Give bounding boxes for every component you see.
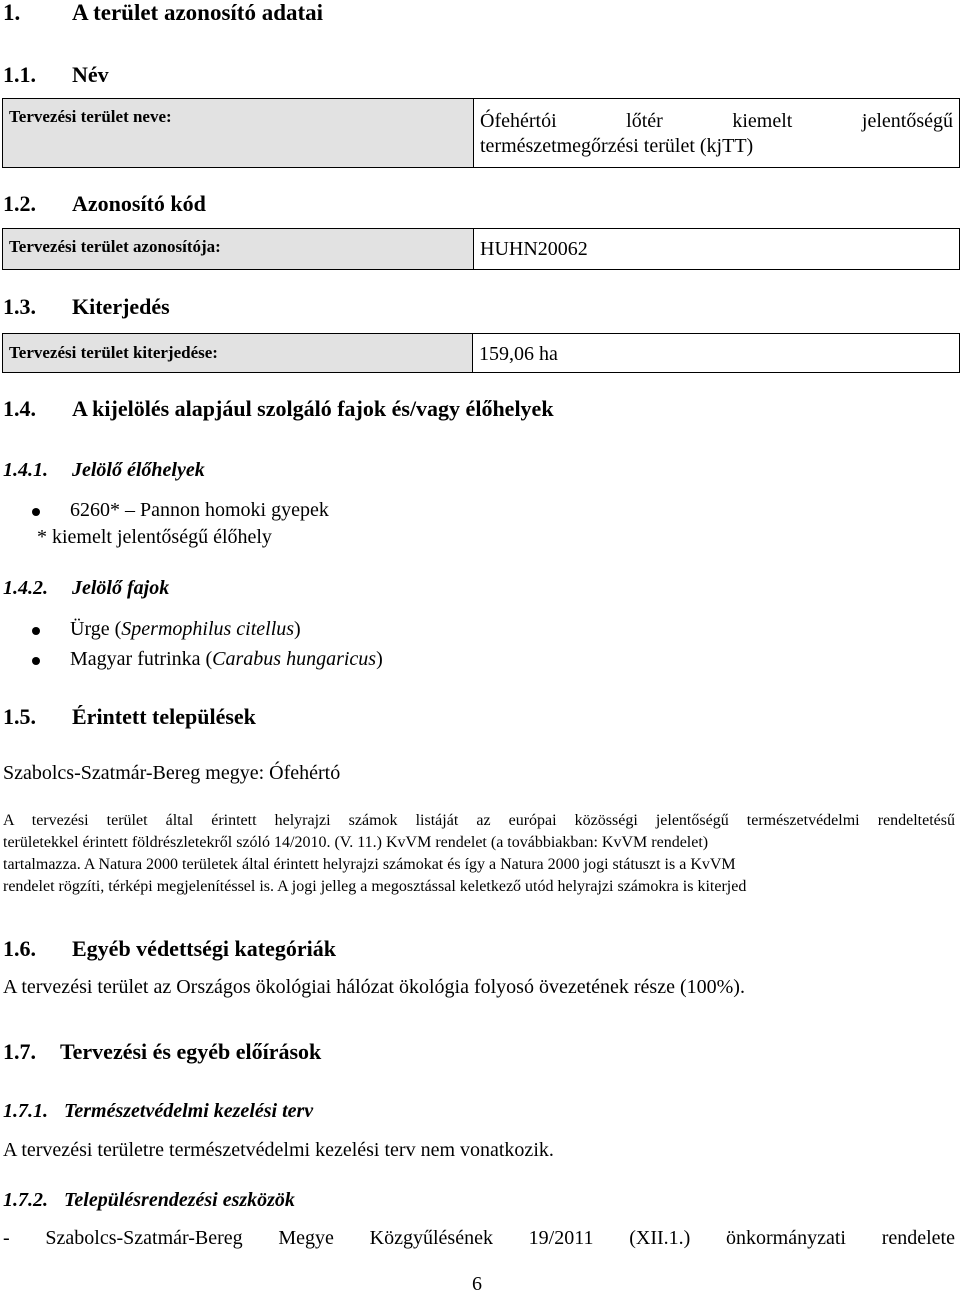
settlement-planning-text: - Szabolcs-Szatmár-Bereg Megye Közgyűlésének 19/2011 (XII.1.) önkormányzati rendelete <box>3 1227 955 1249</box>
habitat-item: 6260* – Pannon homoki gyepek <box>70 499 329 521</box>
paragraph-line: területekkel érintett földrészletekről szóló 14/2010. (V. 11.) KvVM rendelet (a továbbiakban: KvVM rendelet) <box>3 834 709 851</box>
bullet-icon <box>32 627 40 635</box>
management-plan-text: A tervezési területre természetvédelmi kezelési terv nem vonatkozik. <box>3 1139 554 1161</box>
species-latin: Spermophilus citellus <box>121 618 295 640</box>
section-number: 1.1. <box>3 62 36 87</box>
section-1-4-1-heading <box>3 459 205 482</box>
extent-label: Tervezési terület kiterjedése: <box>2 333 473 373</box>
species-item <box>70 618 301 641</box>
section-title: Tervezési és egyéb előírások <box>60 1039 322 1064</box>
code-label: Tervezési terület azonosítója: <box>3 229 474 269</box>
section-1-1-heading <box>3 62 109 88</box>
species-latin: Carabus hungaricus <box>212 648 377 670</box>
section-title: Jelölő élőhelyek <box>72 459 205 481</box>
paragraph-line: A tervezési terület által érintett helyrajzi számok listáját az európai közösségi jelentőségű természetvédelmi rendeltetésű <box>3 812 955 829</box>
section-title: Kiterjedés <box>72 294 170 319</box>
section-1-2-heading <box>3 191 206 217</box>
name-table <box>2 98 960 168</box>
settlements-paragraph <box>3 810 955 898</box>
section-1-3-heading <box>3 294 170 320</box>
section-1-heading <box>3 0 324 26</box>
section-number: 1.6. <box>3 936 36 961</box>
section-1-5-heading <box>3 704 256 730</box>
paragraph-line: rendelet rögzíti, térképi megjelenítéssel is. A jogi jelleg a megosztással keletkező utód helyrajzi számokra is kiterjed <box>3 878 747 895</box>
section-number: 1.7.2. <box>3 1189 48 1211</box>
section-number: 1.4.2. <box>3 577 48 599</box>
section-title: Természetvédelmi kezelési terv <box>64 1100 314 1122</box>
section-1-4-2-heading <box>3 577 170 600</box>
section-number: 1.4.1. <box>3 459 48 481</box>
section-number: 1.3. <box>3 294 36 319</box>
section-1-4-heading <box>3 396 554 422</box>
name-value-line-2: természetmegőrzési terület (kjTT) <box>480 135 754 157</box>
page-number: 6 <box>472 1273 482 1295</box>
section-1-7-1-heading <box>3 1100 314 1123</box>
section-number: 1.4. <box>3 396 36 421</box>
priority-note: * kiemelt jelentőségű élőhely <box>37 526 272 548</box>
species-name: Ürge ( <box>70 618 122 640</box>
section-title: A kijelölés alapjául szolgáló fajok és/vagy élőhelyek <box>72 396 554 421</box>
bullet-icon <box>32 508 40 516</box>
section-1-7-2-heading <box>3 1189 295 1212</box>
bullet-icon <box>32 657 40 665</box>
section-number: 1.5. <box>3 704 36 729</box>
county-line: Szabolcs-Szatmár-Bereg megye: Ófehértó <box>3 762 341 784</box>
name-label: Tervezési terület neve: <box>3 99 474 167</box>
species-item <box>70 648 383 671</box>
section-number: 1. <box>3 0 21 25</box>
section-title: Egyéb védettségi kategóriák <box>72 936 336 961</box>
section-number: 1.7. <box>3 1039 36 1064</box>
code-value: HUHN20062 <box>480 238 588 260</box>
section-1-7-heading <box>3 1039 322 1065</box>
name-value <box>474 99 959 167</box>
species-close: ) <box>376 648 383 670</box>
species-close: ) <box>294 618 301 640</box>
species-name: Magyar futrinka ( <box>70 648 213 670</box>
paragraph-line: tartalmazza. A Natura 2000 területek által érintett helyrajzi számokat és így a Natura 2000 jogi státuszt is a KvVM <box>3 856 736 873</box>
extent-table <box>2 333 960 373</box>
section-title: A terület azonosító adatai <box>72 0 324 25</box>
code-table <box>2 228 960 270</box>
section-title: Név <box>72 62 109 87</box>
section-number: 1.2. <box>3 191 36 216</box>
section-title: Érintett települések <box>72 704 256 729</box>
section-1-6-heading <box>3 936 336 962</box>
section-title: Azonosító kód <box>72 191 206 216</box>
section-title: Jelölő fajok <box>72 577 170 599</box>
section-title: Településrendezési eszközök <box>64 1189 295 1211</box>
section-number: 1.7.1. <box>3 1100 48 1122</box>
extent-value: 159,06 ha <box>472 333 960 373</box>
other-protection-text: A tervezési terület az Országos ökológiai hálózat ökológia folyosó övezetének része (100%). <box>3 976 745 998</box>
name-value-line-1: Ófehértói lőtér kiemelt jelentőségű <box>480 110 953 132</box>
